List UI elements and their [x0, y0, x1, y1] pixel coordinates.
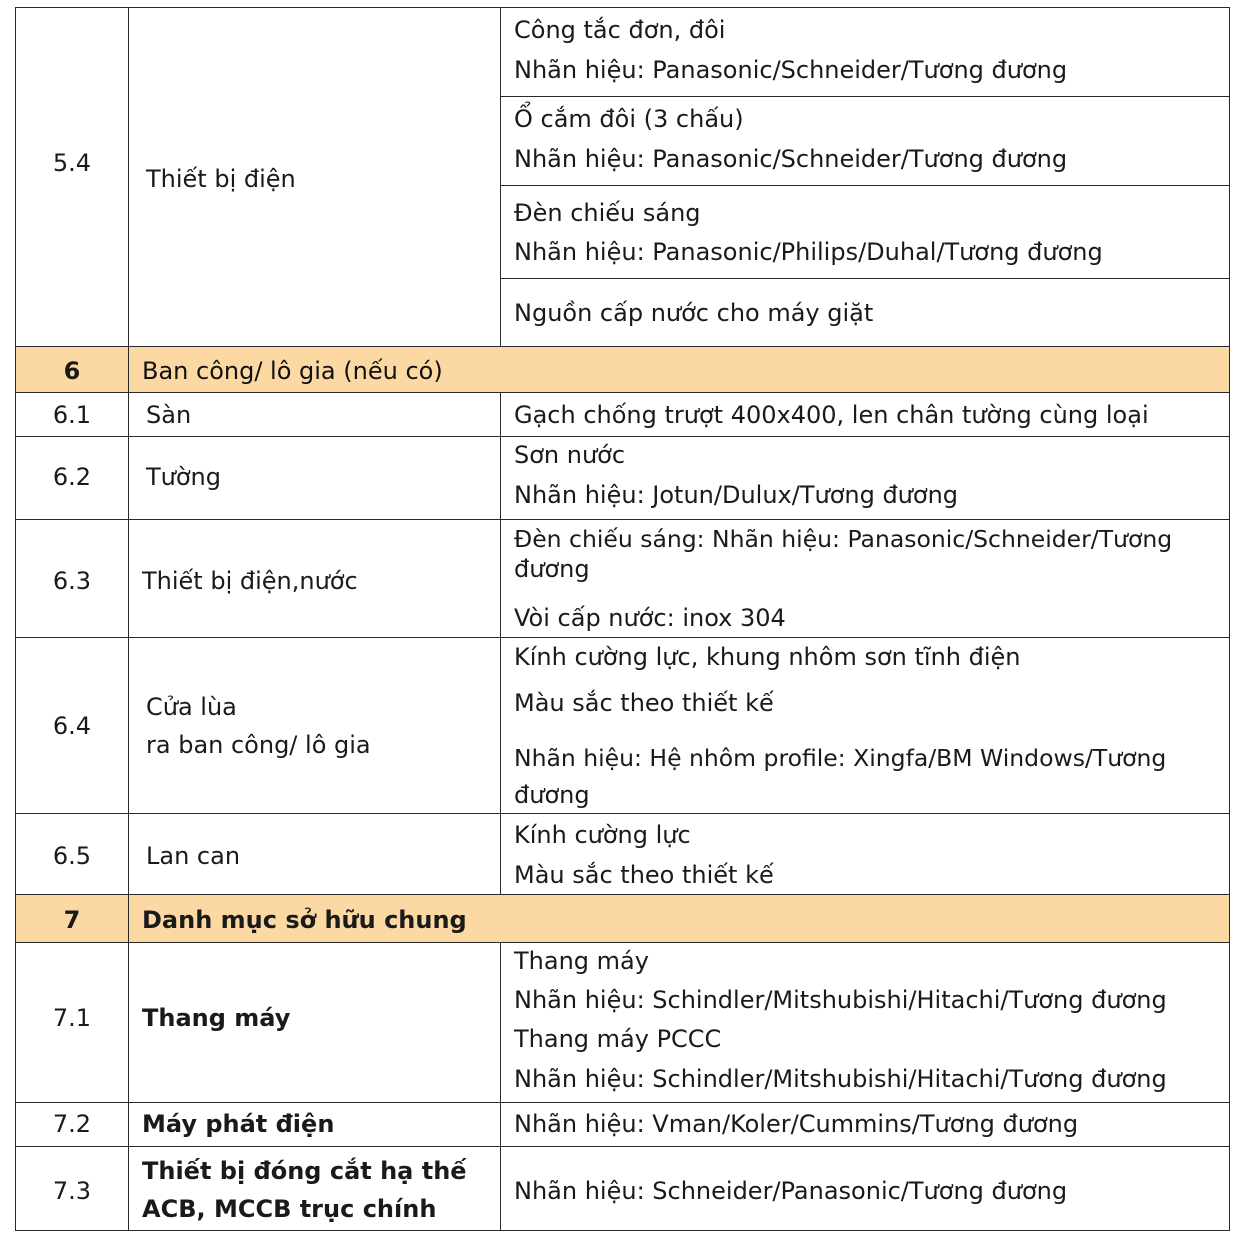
- col-divider: [500, 7, 501, 347]
- item-name: Thiết bị đóng cắt hạ thế: [142, 1157, 467, 1185]
- row-number: 6.3: [52, 567, 92, 595]
- row-divider: [15, 1102, 1230, 1103]
- spec-table: [15, 7, 1230, 1231]
- col-divider: [128, 7, 129, 347]
- spec-line: Nhãn hiệu: Schindler/Mitshubishi/Hitachi/Tương đương: [514, 1065, 1167, 1093]
- spec-line: Đèn chiếu sáng: Nhãn hiệu: Panasonic/Schneider/Tương: [514, 525, 1173, 553]
- spec-line: đương: [514, 555, 590, 583]
- item-name: Lan can: [146, 842, 241, 870]
- spec-line: Kính cường lực: [514, 821, 691, 849]
- spec-line: Đèn chiếu sáng: [514, 199, 701, 227]
- sub-divider: [500, 185, 1230, 186]
- spec-line: Nhãn hiệu: Panasonic/Schneider/Tương đương: [514, 56, 1068, 84]
- row-number: 5.4: [52, 149, 92, 177]
- spec-line: Nhãn hiệu: Vman/Koler/Cummins/Tương đương: [514, 1110, 1079, 1138]
- spec-line: Sơn nước: [514, 441, 626, 469]
- row-divider: [15, 637, 1230, 638]
- section-number: 7: [63, 906, 81, 934]
- spec-line: Nhãn hiệu: Schneider/Panasonic/Tương đương: [514, 1177, 1068, 1205]
- item-name: Thang máy: [142, 1004, 291, 1032]
- spec-line: Màu sắc theo thiết kế: [514, 861, 774, 889]
- row-number: 7.2: [52, 1110, 92, 1138]
- sub-divider: [500, 96, 1230, 97]
- row-divider: [15, 519, 1230, 520]
- item-name: Thiết bị điện,nước: [142, 567, 358, 595]
- item-name: Sàn: [146, 401, 192, 429]
- spec-line: Thang máy PCCC: [514, 1025, 722, 1053]
- row-number: 7.3: [52, 1177, 92, 1205]
- row-divider: [15, 436, 1230, 437]
- row-number: 6.4: [52, 712, 92, 740]
- spec-line: Nguồn cấp nước cho máy giặt: [514, 299, 874, 327]
- col-divider: [500, 943, 501, 1231]
- item-name: ACB, MCCB trục chính: [142, 1195, 437, 1223]
- spec-line: Ổ cắm đôi (3 chấu): [514, 105, 744, 133]
- spec-line: Nhãn hiệu: Schindler/Mitshubishi/Hitachi/Tương đương: [514, 986, 1167, 1014]
- row-number: 6.1: [52, 401, 92, 429]
- section-title: Ban công/ lô gia (nếu có): [142, 357, 443, 385]
- row-number: 7.1: [52, 1004, 92, 1032]
- row-divider: [15, 392, 1230, 393]
- spec-line: Nhãn hiệu: Panasonic/Schneider/Tương đương: [514, 145, 1068, 173]
- row-divider: [15, 942, 1230, 943]
- row-divider: [15, 813, 1230, 814]
- section-title: Danh mục sở hữu chung: [142, 906, 467, 934]
- row-divider: [15, 1146, 1230, 1147]
- spec-line: Gạch chống trượt 400x400, len chân tường cùng loại: [514, 401, 1149, 429]
- section-number: 6: [63, 357, 81, 385]
- spec-line: Nhãn hiệu: Jotun/Dulux/Tương đương: [514, 481, 959, 509]
- spec-line: đương: [514, 781, 590, 809]
- spec-line: Vòi cấp nước: inox 304: [514, 604, 786, 632]
- row-number: 6.2: [52, 463, 92, 491]
- item-name: Tường: [146, 463, 221, 491]
- col-divider: [500, 393, 501, 895]
- row-divider: [15, 346, 1230, 347]
- spec-line: Nhãn hiệu: Panasonic/Philips/Duhal/Tương đương: [514, 238, 1103, 266]
- row-divider: [15, 894, 1230, 895]
- row-number: 6.5: [52, 842, 92, 870]
- item-name: ra ban công/ lô gia: [146, 731, 371, 759]
- item-name: Thiết bị điện: [146, 165, 296, 193]
- spec-line: Công tắc đơn, đôi: [514, 16, 726, 44]
- spec-line: Kính cường lực, khung nhôm sơn tĩnh điện: [514, 643, 1021, 671]
- spec-line: Nhãn hiệu: Hệ nhôm profile: Xingfa/BM Windows/Tương: [514, 744, 1167, 772]
- item-name: Máy phát điện: [142, 1110, 335, 1138]
- spec-line: Màu sắc theo thiết kế: [514, 689, 774, 717]
- sub-divider: [500, 278, 1230, 279]
- item-name: Cửa lùa: [146, 693, 237, 721]
- spec-line: Thang máy: [514, 947, 649, 975]
